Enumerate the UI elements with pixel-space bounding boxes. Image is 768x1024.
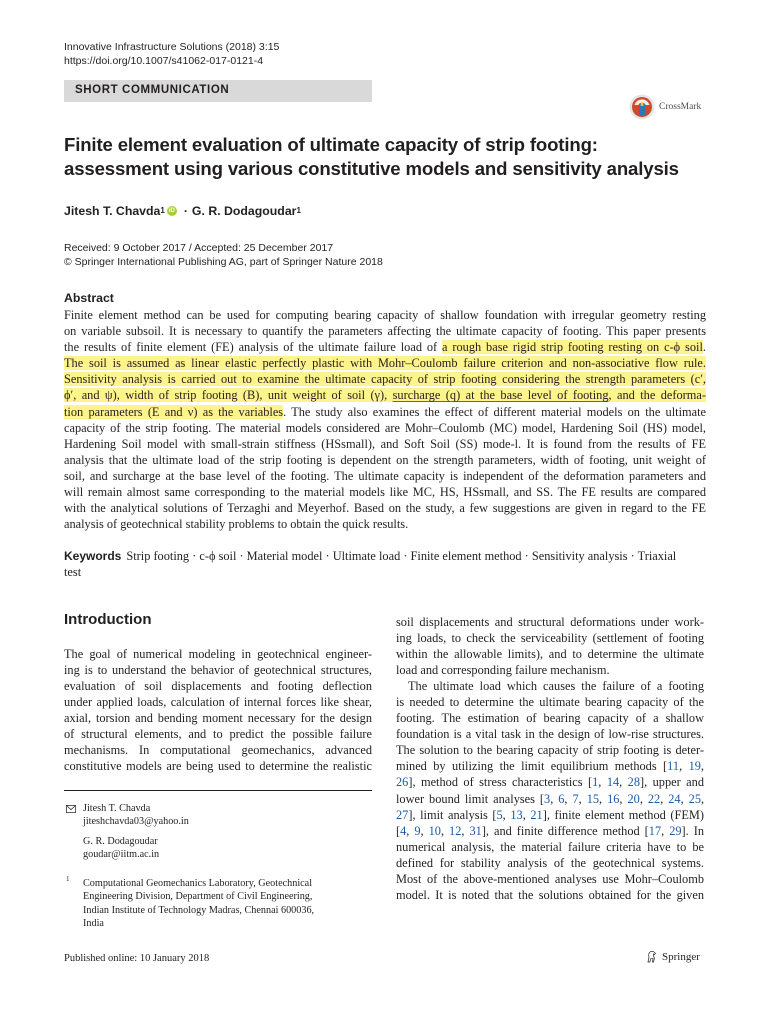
highlighted-text: Sensitivity analysis is carried out to examine the ultimate capacity of strip footing considering the strength parameters (c′, — [64, 372, 706, 387]
body-line — [396, 774, 704, 790]
body-text: , — [522, 807, 531, 822]
paper-title — [64, 133, 704, 181]
citation-link[interactable]: 15 — [586, 791, 600, 806]
body-line: footing. The estimation of bearing capacity of a shallow — [396, 711, 704, 726]
body-text: , — [661, 823, 670, 838]
citation-link[interactable]: 19 — [688, 759, 701, 774]
citation-link[interactable]: 13 — [510, 807, 523, 822]
abstract-line: with the analytical solutions of Terzaghi and Meyerhof. Based on the study, a few suggestions are given in regard to the FE — [64, 501, 706, 516]
body-text: ]. In — [681, 823, 704, 838]
title-line: assessment using various constitutive models and sensitivity analysis — [64, 158, 679, 179]
abstract-text: the results of finite element (FE) analysis of the ultimate failure load of — [64, 340, 438, 355]
section-heading-introduction: Introduction — [64, 611, 152, 628]
orcid-icon[interactable]: iD — [168, 208, 175, 214]
keywords-line: test — [64, 565, 82, 580]
abstract-body — [64, 307, 706, 532]
keywords-line — [64, 548, 706, 564]
body-line: The goal of numerical modeling in geotechnical engineer- — [64, 647, 372, 661]
body-line: model. It is noted that the solutions obtained for the given — [396, 887, 704, 902]
citation-link[interactable]: 28 — [627, 775, 641, 790]
body-text: [ — [396, 823, 401, 838]
abstract-line: on variable subsoil. It is necessary to quantify the parameters affecting the ultimate capacity of footing. This paper presents — [64, 324, 706, 339]
abstract-line: analysis that the ultimate load of the strip footing is dependent on the strength parameters, width of footing, unit weight of — [64, 452, 706, 467]
highlighted-text: The soil is assumed as linear elastic perfectly plastic with Mohr–Coulomb failure criterion and non-associative flow rule. — [64, 356, 706, 371]
abstract-text: , and the deforma- — [608, 388, 706, 403]
title-line: Finite element evaluation of ultimate capacity of strip footing: — [64, 134, 598, 155]
citation-link[interactable]: 29 — [669, 823, 682, 838]
body-line: load and corresponding failure mechanism. — [396, 663, 610, 678]
journal-citation: Innovative Infrastructure Solutions (2018) 3:15 — [64, 41, 280, 53]
keywords — [64, 548, 706, 580]
published-date: Published online: 10 January 2018 — [64, 953, 210, 964]
body-text: ], limit analysis [ — [408, 807, 497, 822]
author-name: G. R. Dodagoudar — [83, 835, 158, 847]
abstract-line: capacity of the strip footing. The material models considered are Mohr–Coulomb (MC) model, Hardening Soil (HS) model, — [64, 420, 706, 435]
affiliation-footnote — [83, 877, 314, 931]
body-text: ], and finite difference method [ — [481, 823, 649, 838]
body-line: of structural elements, and to predict the possible failure — [64, 727, 372, 742]
body-line: axial, torsion and bending moment necessary for the design — [64, 711, 372, 726]
body-line — [396, 807, 704, 823]
citation-link[interactable]: 10 — [428, 823, 441, 838]
body-line: under applied loads, calculation of internal forces like shear, — [64, 695, 372, 710]
abstract-line: Finite element method can be used for computing bearing capacity of shallow foundation with irregular geometry resting — [64, 308, 706, 322]
citation-link[interactable]: 21 — [530, 807, 543, 822]
citation-link[interactable]: 11 — [667, 759, 680, 774]
body-text: ], method of stress characteristics [ — [408, 775, 593, 790]
body-line: The ultimate load which causes the failure of a footing — [408, 679, 704, 694]
section-label: SHORT COMMUNICATION — [75, 84, 230, 96]
body-line: ing loads, to check the serviceability (settlement of footing — [396, 631, 704, 646]
citation-link[interactable]: 22 — [647, 791, 661, 806]
email-link[interactable]: jiteshchavda03@yahoo.in — [83, 816, 189, 828]
citation-link[interactable]: 12 — [449, 823, 462, 838]
publisher-name: Springer — [662, 950, 700, 963]
body-line: constitutive models are being used to determine the realistic — [64, 759, 372, 774]
affiliation-marker: 1 — [296, 205, 301, 215]
body-line: ing is to understand the behavior of geotechnical structures, — [64, 663, 372, 678]
body-line: Most of the above-mentioned analyses use Mohr–Coulomb — [396, 871, 704, 886]
body-text: , — [619, 775, 628, 790]
author-name[interactable]: Jitesh T. Chavda — [64, 204, 161, 218]
body-text: , — [700, 791, 705, 806]
body-line: soil displacements and structural deformations under work- — [396, 615, 704, 629]
citation-link[interactable]: 25 — [688, 791, 701, 806]
copyright-notice: © Springer International Publishing AG, part of Springer Nature 2018 — [64, 256, 383, 268]
body-line: The solution to the bearing capacity of strip footing is deter- — [396, 743, 704, 758]
doi-link[interactable]: https://doi.org/10.1007/s41062-017-0121-4 — [64, 55, 264, 67]
body-line: within the allowable limits), and to determine the ultimate — [396, 647, 704, 662]
keywords-label: Keywords — [64, 549, 122, 563]
footnote-divider — [64, 790, 372, 791]
body-line: mechanisms. In computational geomechanics, advanced — [64, 743, 372, 758]
crossmark-icon — [629, 94, 655, 120]
author-name[interactable]: G. R. Dodagoudar — [191, 204, 297, 218]
body-text: , — [502, 807, 511, 822]
abstract-line — [64, 355, 706, 371]
citation-link[interactable]: 16 — [607, 791, 620, 806]
abstract-line: analysis of geotechnical stability problems to obtain the quick results. — [64, 517, 409, 532]
body-line: evaluation of soil displacements and footing deflection — [64, 679, 372, 694]
citation-link[interactable]: 14 — [606, 775, 620, 790]
crossmark-label: CrossMark — [659, 102, 702, 112]
citation-link[interactable]: 6 — [558, 791, 565, 806]
citation-link[interactable]: 9 — [414, 823, 421, 838]
affiliation-line: Computational Geomechanics Laboratory, Geotechnical — [83, 878, 313, 889]
abstract-line — [64, 371, 706, 387]
body-line: lower bound limit analyses [3, 6, 7, 15, 16, 20, 22, 24, 25, — [396, 791, 705, 806]
citation-link[interactable]: 17 — [648, 823, 662, 838]
affiliation-line: Indian Institute of Technology Madras, Chennai 600036, — [83, 904, 315, 916]
citation-link[interactable]: 27 — [396, 807, 409, 822]
affiliation-line: India — [83, 918, 104, 930]
citation-link[interactable]: 31 — [469, 823, 482, 838]
left-column — [64, 646, 372, 774]
email-link[interactable]: goudar@iitm.ac.in — [83, 849, 160, 861]
abstract-line — [64, 387, 706, 403]
affiliation-marker: 1 — [66, 875, 70, 883]
springer-horse-icon — [645, 950, 658, 963]
citation-link[interactable]: 4 — [400, 823, 407, 838]
body-line: defined for stability analysis of the geotechnical systems. — [396, 855, 704, 870]
highlighted-text: tion parameters (E and ν) as the variables — [64, 404, 284, 419]
right-column — [396, 614, 704, 903]
body-text: mined by utilizing the limit equilibrium methods [ — [396, 759, 668, 774]
citation-link[interactable]: 20 — [627, 791, 640, 806]
affiliation-marker: 1 — [160, 205, 165, 215]
received-dates: Received: 9 October 2017 / Accepted: 25 December 2017 — [64, 242, 334, 254]
highlighted-text — [64, 388, 706, 402]
envelope-icon — [66, 805, 76, 813]
abstract-text: . The study also examines the effect of different material models on the ultimate — [283, 404, 706, 419]
highlighted-text: a rough base rigid strip footing resting on c-ϕ soil — [442, 340, 703, 355]
body-line: foundation is a vital task in the design of low-rise structures. — [396, 727, 704, 742]
body-line: is needed to determine the ultimate bearing capacity of the — [396, 695, 704, 710]
section-band — [64, 80, 372, 102]
body-line: [4, 9, 10, 12, 31], and finite difference method [17, 29]. In — [396, 823, 704, 838]
underlined-text: surcharge (q) at the base level of footing — [392, 388, 609, 403]
correspondence-footnote — [83, 802, 189, 862]
abstract-line — [64, 404, 706, 420]
citation-link[interactable]: 5 — [496, 807, 503, 822]
affiliation-line: Engineering Division, Department of Civil Engineering, — [83, 891, 313, 903]
citation-link[interactable]: 3 — [544, 791, 551, 806]
publisher-logo — [645, 950, 700, 963]
body-text: , — [598, 775, 607, 790]
abstract-text: . — [702, 340, 706, 355]
citation-link[interactable]: 7 — [572, 791, 579, 806]
author-list — [64, 204, 301, 218]
author-separator: · — [183, 204, 188, 218]
keywords-text: Strip footing · c-ϕ soil · Material model · Ultimate load · Finite element method · Sensitivity analysis · Triaxial — [126, 549, 677, 563]
citation-link[interactable]: 24 — [668, 791, 681, 806]
author-name: Jitesh T. Chavda — [83, 803, 151, 814]
abstract-line: will remain almost same corresponding to the material models like MC, HS, HSsmall, and SS. The FE results are compared — [64, 485, 706, 500]
body-text: lower bound limit analyses [ — [396, 791, 545, 806]
abstract-text: ϕ′, and ψ), width of strip footing (B), unit weight of soil (γ), — [64, 388, 393, 403]
body-text: ], upper and — [640, 775, 704, 790]
citation-link[interactable]: 26 — [396, 775, 409, 790]
body-text: , — [679, 759, 689, 774]
abstract-line: Hardening Soil model with small-strain stiffness (HSsmall), and Soft Soil (SS) mode-l. It is found from the results of FE — [64, 436, 706, 451]
abstract-heading: Abstract — [64, 291, 114, 305]
body-line: numerical analysis, the material failure criteria have to be — [396, 839, 704, 854]
body-text: , — [700, 759, 704, 774]
abstract-line — [64, 339, 706, 355]
body-text: ], finite element method (FEM) — [542, 807, 704, 822]
citation-link[interactable]: 1 — [592, 775, 599, 790]
body-line — [396, 758, 704, 774]
crossmark-badge[interactable] — [629, 94, 701, 120]
abstract-line: soil, and surcharge at the base level of the footing. The ultimate capacity is independent of the deformation parameters and — [64, 468, 706, 483]
